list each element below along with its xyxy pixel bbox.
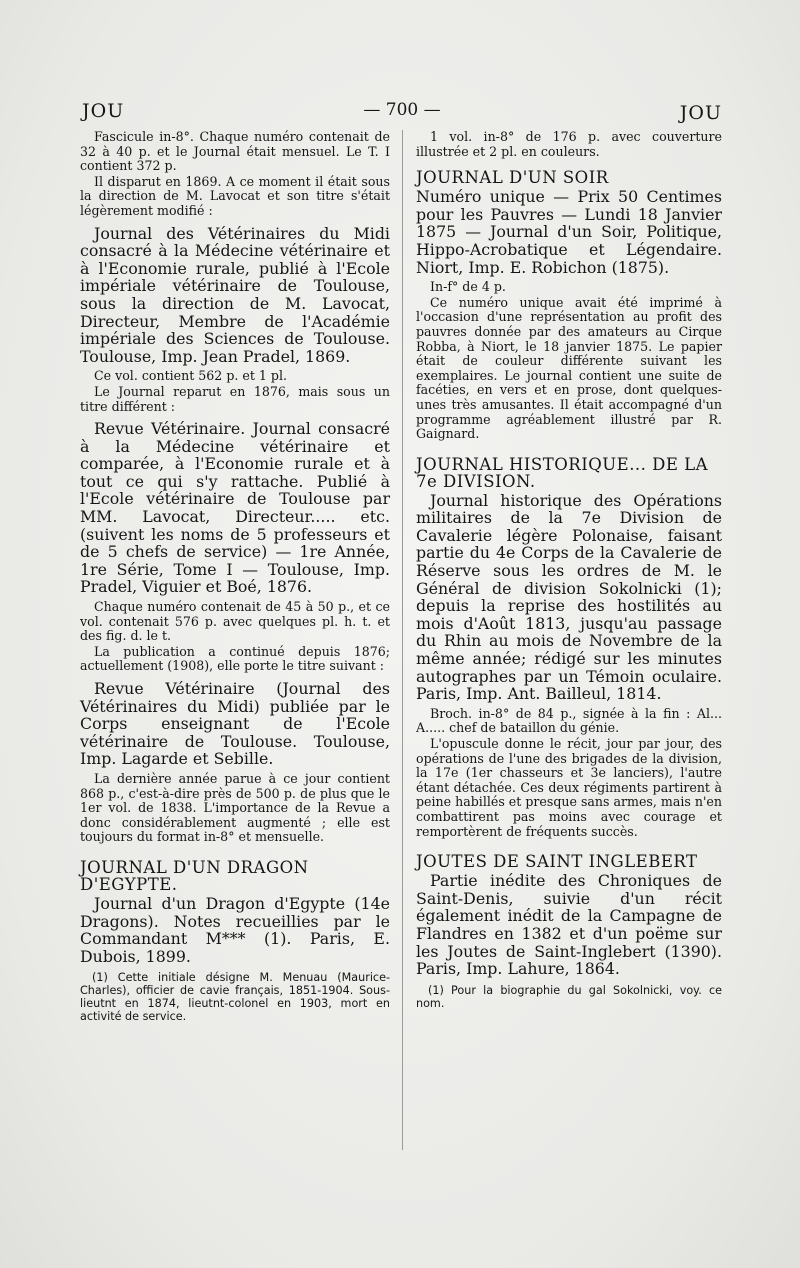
header-right-keyword: JOU xyxy=(679,102,722,124)
column-divider xyxy=(402,130,403,1150)
page-number: — 700 — xyxy=(363,100,441,120)
entry-heading: JOURNAL D'UN SOIR xyxy=(416,168,609,188)
entry-title: Partie inédite des Chroniques de Saint-Denis, suivie d'un récit également inédit de la Campagne de Flandres en 1382 et d'un poëme sur les Joutes de Saint-Inglebert (1390). Paris, Imp. Lahure, 1864. xyxy=(416,871,722,979)
entry-description: Broch. in-8° de 84 p., signée à la fin : Al... A..... chef de bataillon du génie. xyxy=(416,705,722,736)
entry-heading: JOURNAL D'UN DRAGON D'EGYPTE. xyxy=(80,857,309,894)
footnote: (1) Cette initiale désigne M. Menuau (Maurice-Charles), officier de cavie français, 1851-1904. Sous-lieutnt en 1874, lieutnt-colonel en 1903, mort en activité de service. xyxy=(80,971,390,1024)
entry-title: Numéro unique — Prix 50 Centimes pour les Pauvres — Lundi 18 Janvier 1875 — Journal d'un Soir, Politique, Hippo-Acrobatique et Légendaire. Niort, Imp. E. Robichon (1875). xyxy=(416,187,722,277)
entry-description: In-f° de 4 p. xyxy=(430,279,506,295)
footnote: (1) Pour la biographie du gal Sokolnicki, voy. ce nom. xyxy=(416,983,722,1010)
entry-title: Journal d'un Dragon d'Egypte (14e Dragons). Notes recueillies par le Commandant M*** (1). Paris, E. Dubois, 1899. xyxy=(80,893,390,966)
entry-title: Journal des Vétérinaires du Midi consacré à la Médecine vétérinaire et à l'Economie rurale, publié à l'Ecole impériale vétérinaire de Toulouse, sous la direction de M. Lavocat, Directeur, Membre de l'Académie impériale des Sciences de Toulouse. Toulouse, Imp. Jean Pradel, 1869. xyxy=(80,223,390,366)
entry-note: L'opuscule donne le récit, jour par jour, des opérations de l'une des brigades de la division, la 17e (1er chasseurs et 3e lanciers), l'autre étant détachée. Ces deux régiments partirent à peine habillés et presque sans armes, mais n'en combattirent pas moins avec courage et remportèrent de fréquents succès. xyxy=(416,736,722,839)
entry-note: Ce numéro unique avait été imprimé à l'occasion d'une représentation au profit des pauvres donnée par des amateurs au Cirque Robba, à Niort, le 18 janvier 1875. Le papier était de couleur différente suivant les exemplaires. Le journal contient une suite de facéties, en vers et en prose, dont quelques-unes très amusantes. Il était accompagné d'un programme agréablement illustré par R. Gaignard. xyxy=(416,294,722,442)
entry-title: Journal historique des Opérations militaires de la 7e Division de Cavalerie légère Polonaise, faisant partie du 4e Corps de la Cavalerie de Réserve sous les ordres de M. le Général de division Sokolnicki (1); depuis la reprise des hostilités au mois d'Août 1813, jusqu'au passage du Rhin au mois de Novembre de la même année; rédigé sur les minutes autographes par un Témoin oculaire. Paris, Imp. Ant. Bailleul, 1814. xyxy=(416,490,722,704)
entry-title: Revue Vétérinaire (Journal des Vétérinaires du Midi) publiée par le Corps enseignant de l'Ecole vétérinaire de Toulouse. Toulouse, Imp. Lagarde et Sebille. xyxy=(80,679,390,769)
entry-note: La publication a continué depuis 1876; actuellement (1908), elle porte le titre suivant : xyxy=(80,643,390,674)
entry-description: Chaque numéro contenait de 45 à 50 p., et ce vol. contenait 576 p. avec quelques pl. h. t. et des fig. d. le t. xyxy=(80,599,390,644)
entry-note: Le Journal reparut en 1876, mais sous un titre différent : xyxy=(80,383,390,414)
right-column xyxy=(416,130,722,1021)
entry-note: La dernière année parue à ce jour contient 868 p., c'est-à-dire près de 500 p. de plus que le 1er vol. de 1838. L'importance de la Revue a donc considérablement augmenté ; elle est toujours du format in-8° et mensuelle. xyxy=(80,770,390,845)
entry-title: Revue Vétérinaire. Journal consacré à la Médecine vétérinaire et comparée, à l'Economie rurale et à tout ce qui s'y rattache. Publié à l'Ecole vétérinaire de Toulouse par MM. Lavocat, Directeur..... etc. (suivent les noms de 5 professeurs et de 5 chefs de service) — 1re Année, 1re Série, Tome I — Toulouse, Imp. Pradel, Viguier et Boé, 1876. xyxy=(80,419,390,597)
header-left-keyword: JOU xyxy=(82,100,125,122)
entry-heading: JOURNAL HISTORIQUE... DE LA 7e DIVISION. xyxy=(416,454,709,491)
entry-description: Fascicule in-8°. Chaque numéro contenait de 32 à 40 p. et le Journal était mensuel. Le T. I contient 372 p. xyxy=(80,129,390,174)
entry-heading: JOUTES DE SAINT INGLEBERT xyxy=(416,852,698,872)
left-column xyxy=(80,130,390,1035)
entry-description: Ce vol. contient 562 p. et 1 pl. xyxy=(94,368,288,384)
entry-note: Il disparut en 1869. A ce moment il était sous la direction de M. Lavocat et son titre s'était légèrement modifié : xyxy=(80,173,390,218)
entry-description: 1 vol. in-8° de 176 p. avec couverture illustrée et 2 pl. en couleurs. xyxy=(416,129,722,159)
running-header xyxy=(82,100,722,130)
